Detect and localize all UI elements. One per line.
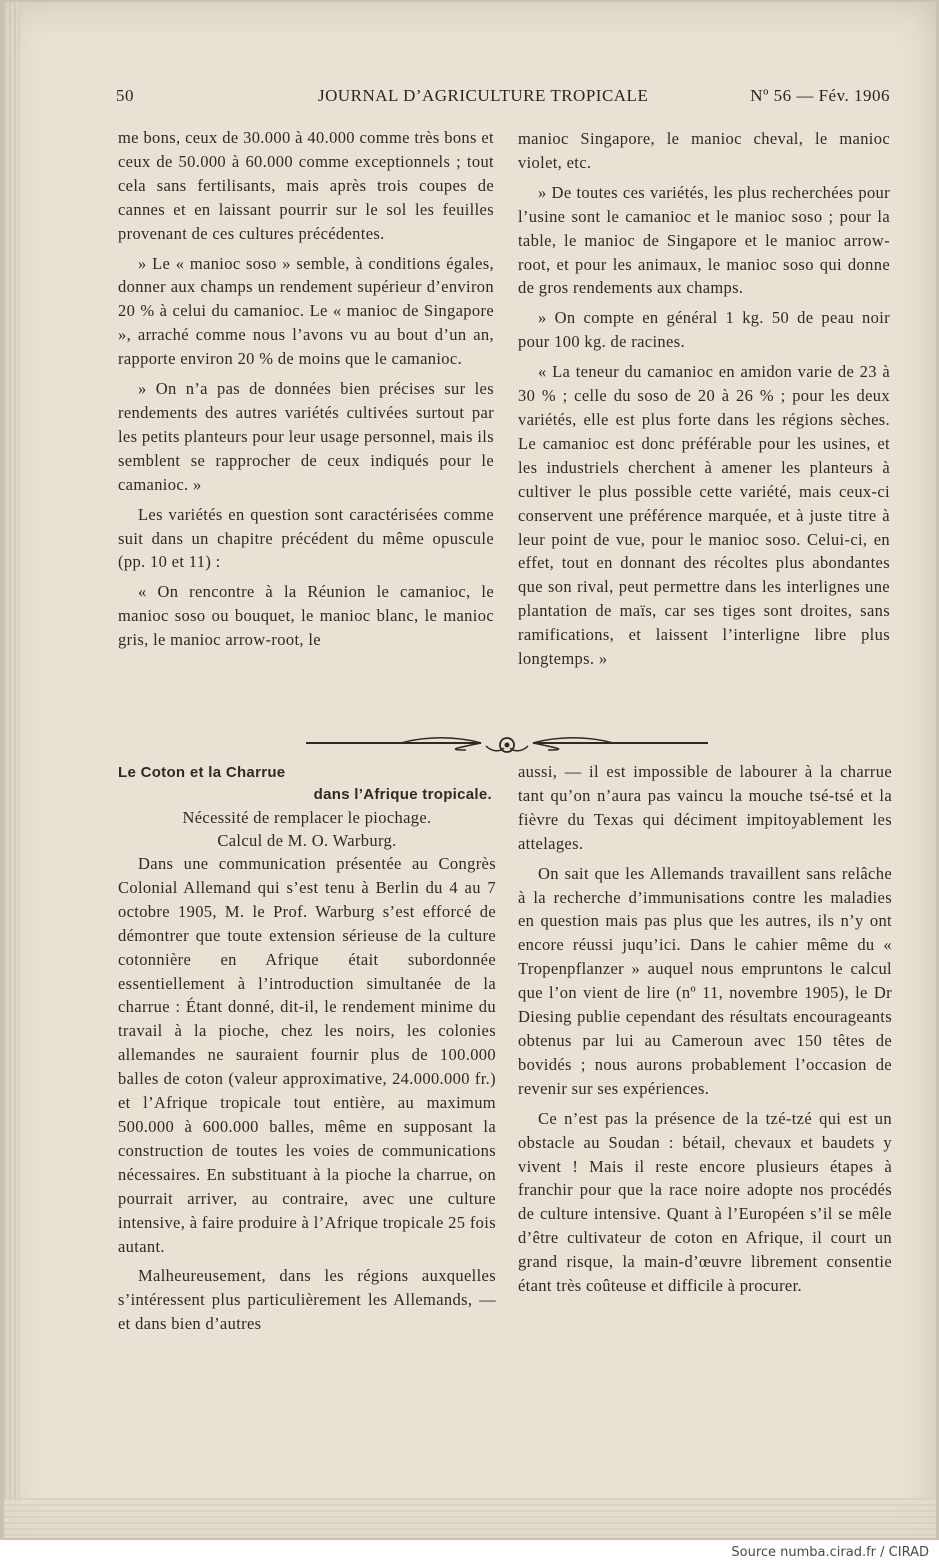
- paragraph: manioc Singapore, le manioc cheval, le manioc violet, etc.: [518, 129, 890, 172]
- paragraph: » On n’a pas de données bien précises sur les rendements des autres variétés cultivées surtout par les petits planteurs pour leur usage personnel, mais ils semblent se rapprocher de ceux indiqués pour le camanioc. »: [118, 379, 494, 494]
- paragraph: aussi, — il est impossible de labourer à la charrue tant qu’on n’aura pas vaincu la mouche tsé-tsé et la fièvre du Texas qui déciment impitoyablement les attelages.: [518, 762, 892, 853]
- running-header: [112, 86, 890, 110]
- paragraph: » Le « manioc soso » semble, à conditions égales, donner aux champs un rendement supérieur d’environ 20 % à celui du camanioc. Le « manioc de Singapore », arraché comme nous l’avons vu au bout d’un an, rapporte environ 20 % de moins que le camanioc.: [118, 253, 494, 369]
- paragraph: Dans une communication présentée au Congrès Colonial Allemand qui s’est tenu à Berlin du 4 au 7 octobre 1905, M. le Prof. Warburg s’est efforcé de démontrer que toute extension sérieuse de la culture cotonnière en Afrique était subordonnée essentiellement à l’introduction simultanée de la charrue : Étant donné, dit-il, le rendement minime du travail à la pioche, chez les noirs, les colonies allemandes ne sauraient fournir plus de 100.000 balles de coton (valeur approximative, 24.000.000 fr.) et l’Afrique tropicale tout entière, au maximum 500.000 à 600.000 balles, même en supposant la construction de toutes les voies de communications nécessaires. En substituant à la pioche la charrue, on pourrait arriver, au contraire, avec une culture intensive, à faire produire à l’Afrique tropicale 25 fois autant.: [118, 854, 496, 1256]
- paragraph: me bons, ceux de 30.000 à 40.000 comme très bons et ceux de 50.000 à 60.000 comme exceptionnels ; tout cela sans fertilisants, mais après trois coupes de cannes et en laissant pourrir sur le sol les feuilles provenant de ces cultures précédentes.: [118, 128, 494, 243]
- paragraph: Ce n’est pas la présence de la tzé-tzé qui est un obstacle au Soudan : bétail, chevaux et baudets y vivent ! Mais il reste encore plusieurs étapes à franchir pour que la race noire adopte nos procédés de culture intensive. Quant à l’Européen s’il se mêle d’être cultivateur de coton en Afrique, il court un grand risque, la main-d’œuvre librement consentie étant très coûteuse et difficile à procurer.: [518, 1108, 892, 1296]
- paragraph: Malheureusement, dans les régions auxquelles s’intéressent plus particulièrement les Allemands, — et dans bien d’autres: [118, 1266, 496, 1334]
- article-title-line2: dans l’Afrique tropicale.: [313, 786, 492, 803]
- column-2: [518, 127, 890, 671]
- paragraph: « On rencontre à la Réunion le camanioc, le manioc soso ou bouquet, le manioc blanc, le manioc gris, le manioc arrow-root, le: [118, 582, 494, 650]
- article-byline: Calcul de M. O. Warburg.: [217, 831, 397, 850]
- section-divider-ornament: [306, 734, 708, 756]
- paragraph: Les variétés en question sont caractérisées comme suit dans un chapitre précédent du même opuscule (pp. 10 et 11) :: [118, 504, 494, 572]
- paragraph: On sait que les Allemands travaillent sans relâche à la recherche d’immunisations contre les maladies en question mais pas plus que les autres, ils n’y ont encore réussi juqu’ici. Dans le cahier même du « Tropenpflanzer » auquel nous empruntons le calcul que l’on vient de lire (nº 11, novembre 1905), le Dr Diesing publie cependant des résultats encourageants obtenus par lui au Cameroun avec 150 têtes de bovidés ; nous aurons probablement l’occasion de revenir sur ses expériences.: [518, 863, 892, 1098]
- page-number: 50: [116, 86, 134, 105]
- article-title: Le Coton et la Charrue: [118, 764, 286, 781]
- paragraph: « La teneur du camanioc en amidon varie de 23 à 30 % ; celle du soso de 20 à 26 % ; pour les deux variétés, elle est plus forte dans les régions sèches. Le camanioc est donc préférable pour les usines, et les industriels cherchent à amener les planteurs à cultiver le plus possible cette variété, mais ceux-ci conservent une préférence marquée, et à juste titre à leur point de vue, pour le manioc soso. Celui-ci, en effet, tout en donnant des récoltes plus abondantes que son rival, peut permettre dans les interlignes une plantation de maïs, car ses tiges sont droites, sans ramifications, et laissent l’interligne libre plus longtemps. »: [518, 362, 890, 669]
- issue-number: Nº 56 — Fév. 1906: [750, 86, 890, 105]
- column-4: [518, 760, 892, 1298]
- column-3: [118, 762, 496, 1336]
- article-subtitle: Nécessité de remplacer le piochage.: [182, 808, 432, 827]
- paragraph: » On compte en général 1 kg. 50 de peau noir pour 100 kg. de racines.: [518, 308, 890, 352]
- source-caption: Source numba.cirad.fr / CIRAD: [731, 1545, 929, 1560]
- paragraph: » De toutes ces variétés, les plus recherchées pour l’usine sont le camanioc et le manioc soso ; pour la table, le manioc de Singapore et le manioc arrow-root, et pour les animaux, le manioc soso qui donne de gros rendements aux champs.: [518, 182, 890, 298]
- journal-title: JOURNAL D’AGRICULTURE TROPICALE: [318, 86, 649, 105]
- column-1: [118, 126, 494, 652]
